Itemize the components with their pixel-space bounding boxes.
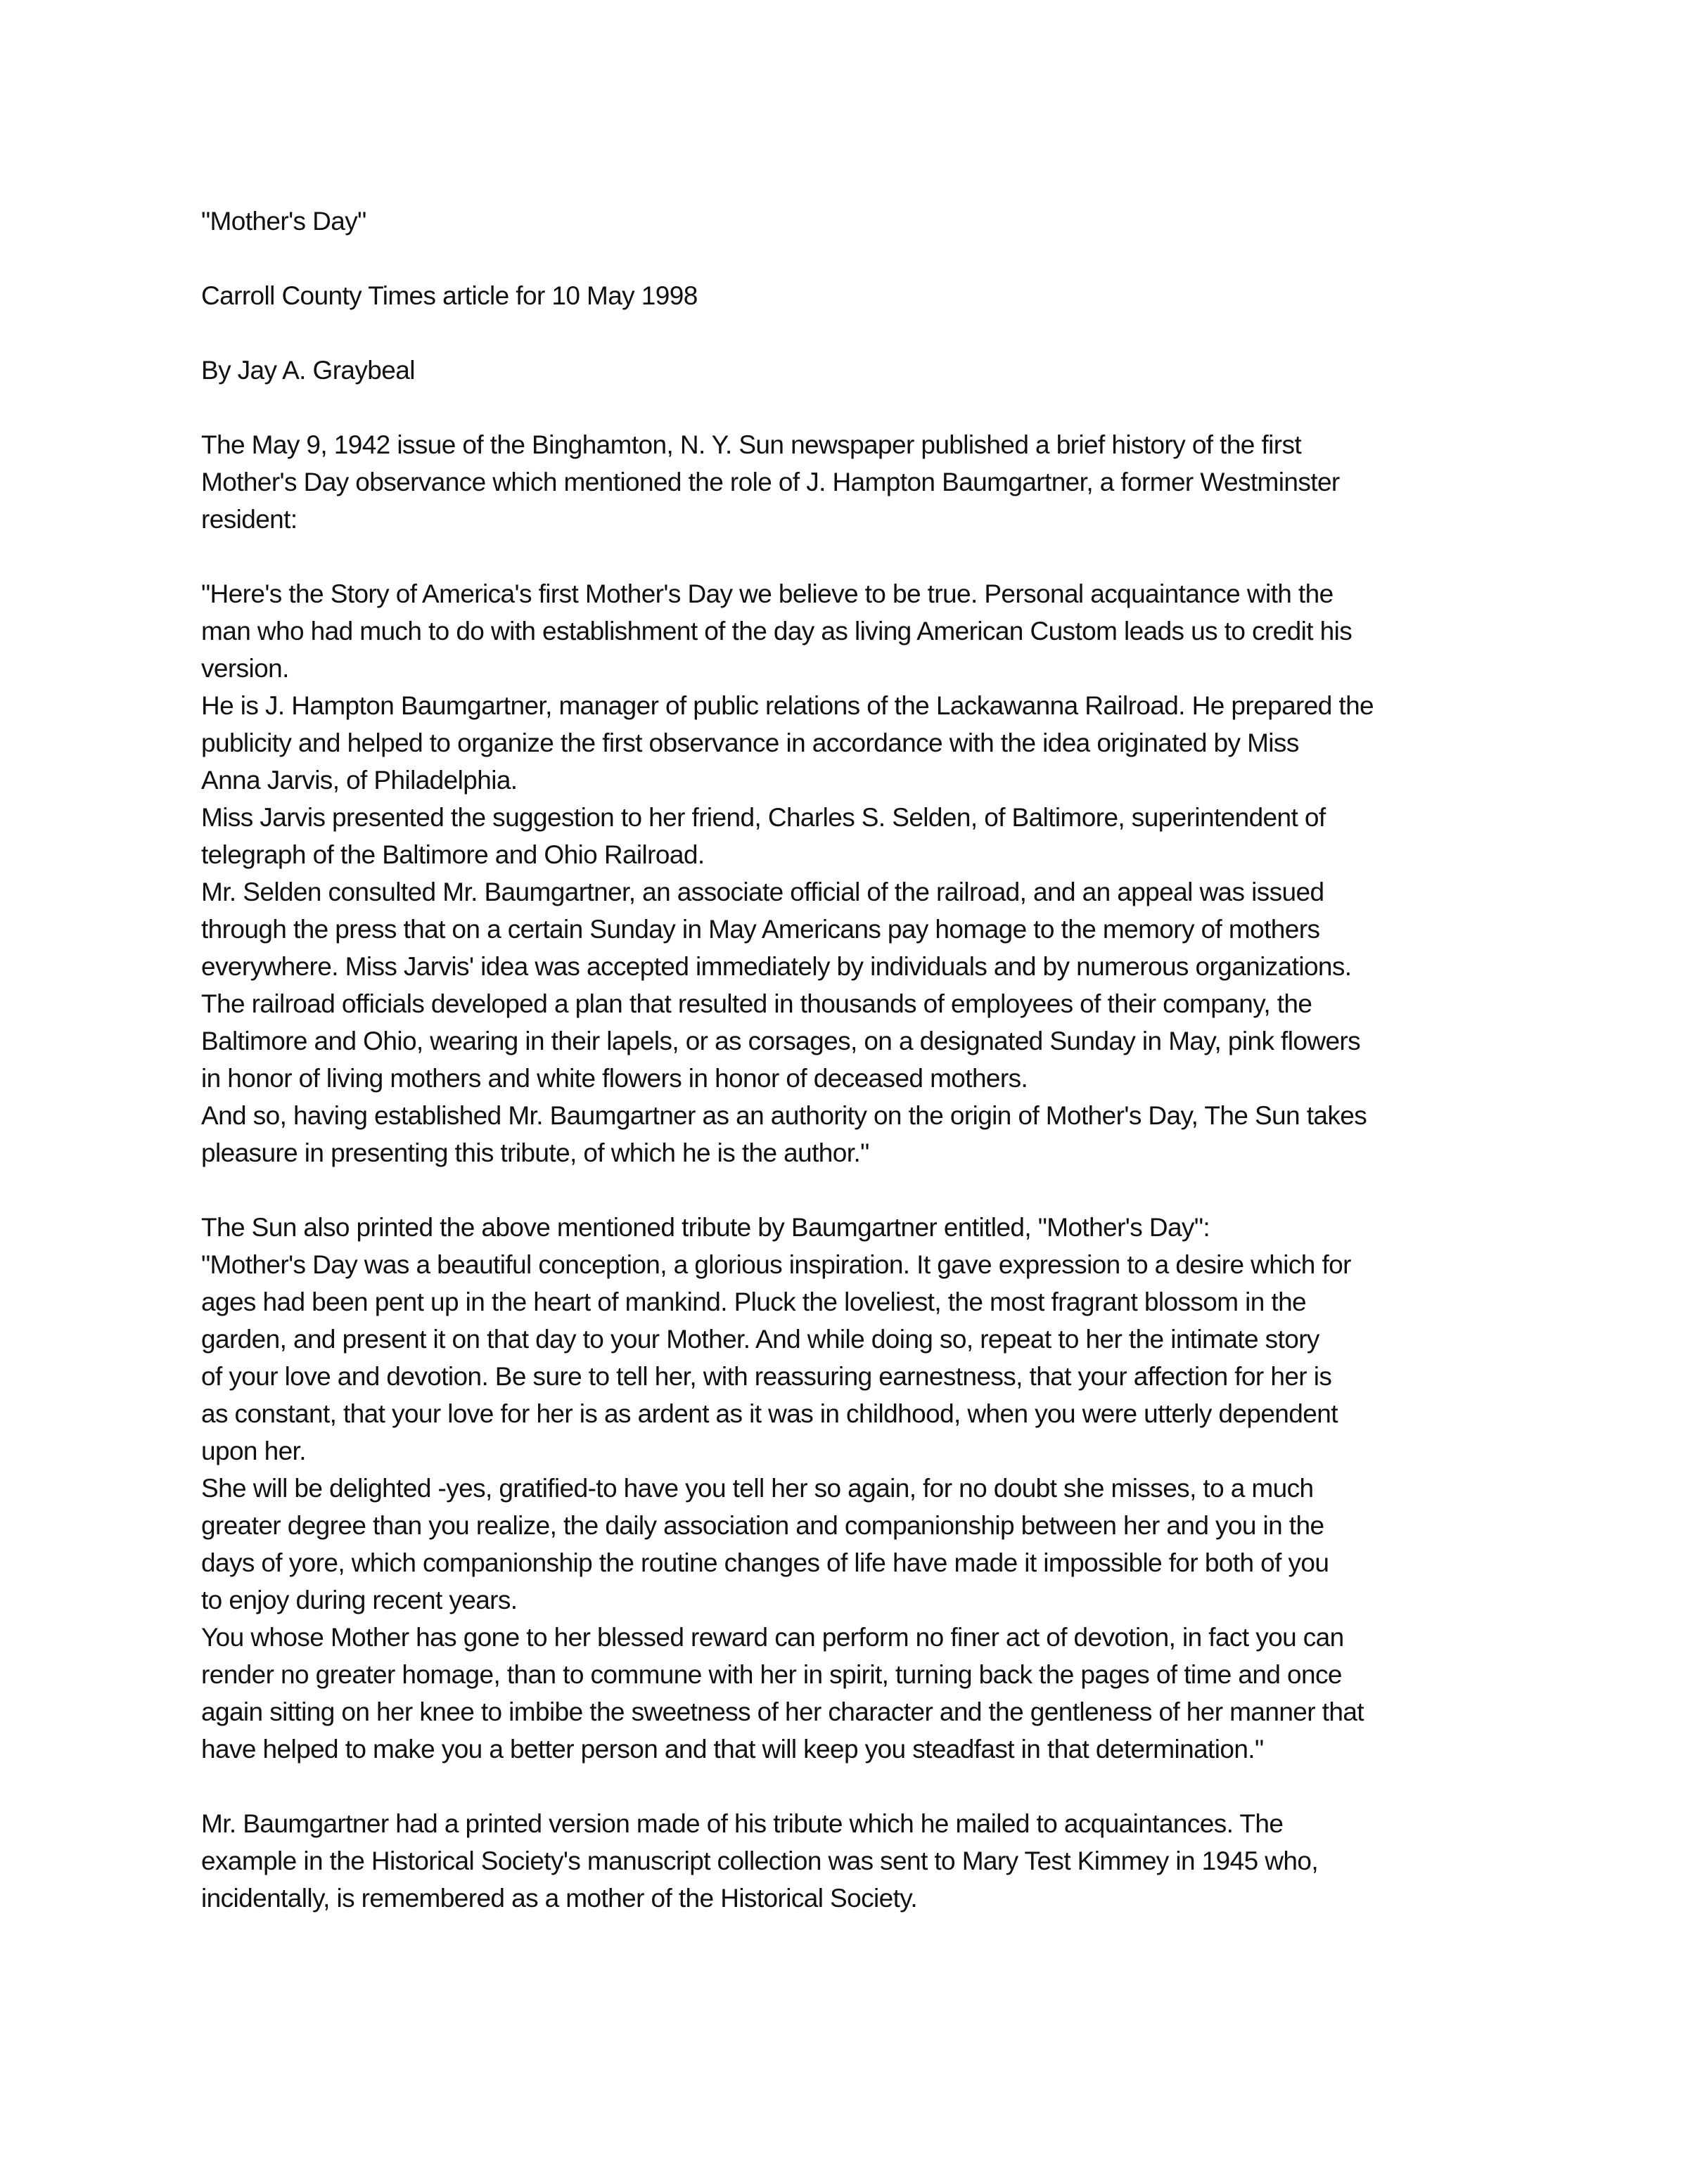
text-line: Mr. Selden consulted Mr. Baumgartner, an associate official of the railroad, and an appeal was issued (201, 878, 1324, 906)
text-line: render no greater homage, than to commune with her in spirit, turning back the pages of time and once (201, 1660, 1342, 1689)
text-line: The May 9, 1942 issue of the Binghamton, N. Y. Sun newspaper published a brief history of the first (201, 430, 1302, 459)
text-line: "Here's the Story of America's first Mother's Day we believe to be true. Personal acquaintance with the (201, 579, 1334, 608)
text-line: She will be delighted -yes, gratified-to have you tell her so again, for no doubt she misses, to a much (201, 1474, 1314, 1503)
text-line: resident: (201, 505, 298, 534)
text-line: through the press that on a certain Sunday in May Americans pay homage to the memory of mothers (201, 915, 1320, 944)
text-line: garden, and present it on that day to your Mother. And while doing so, repeat to her the intimate story (201, 1325, 1319, 1354)
quoted-history (201, 575, 1537, 1171)
text-line: man who had much to do with establishment of the day as living American Custom leads us to credit his (201, 617, 1353, 645)
text-line: everywhere. Miss Jarvis' idea was accepted immediately by individuals and by numerous organizations. (201, 952, 1352, 981)
text-line: incidentally, is remembered as a mother of the Historical Society. (201, 1884, 918, 1913)
text-line: The Sun also printed the above mentioned tribute by Baumgartner entitled, "Mother's Day": (201, 1213, 1210, 1242)
byline (201, 352, 1537, 389)
text-line: By Jay A. Graybeal (201, 356, 415, 385)
text-line: ages had been pent up in the heart of mankind. Pluck the loveliest, the most fragrant blossom in the (201, 1287, 1307, 1316)
closing-paragraph (201, 1805, 1537, 1917)
text-line: Miss Jarvis presented the suggestion to her friend, Charles S. Selden, of Baltimore, superintendent of (201, 803, 1326, 832)
text-line: example in the Historical Society's manuscript collection was sent to Mary Test Kimmey in 1945 who, (201, 1846, 1319, 1875)
text-line: Carroll County Times article for 10 May 1998 (201, 281, 698, 310)
intro-paragraph (201, 426, 1537, 538)
text-line: You whose Mother has gone to her blessed reward can perform no finer act of devotion, in fact you can (201, 1623, 1344, 1652)
text-line: "Mother's Day" (201, 207, 366, 236)
text-line: have helped to make you a better person and that will keep you steadfast in that determination." (201, 1735, 1264, 1764)
text-line: "Mother's Day was a beautiful conception, a glorious inspiration. It gave expression to a desire which for (201, 1250, 1351, 1279)
text-line: Anna Jarvis, of Philadelphia. (201, 766, 518, 795)
title (201, 203, 1537, 240)
publication-line (201, 277, 1537, 314)
text-line: He is J. Hampton Baumgartner, manager of public relations of the Lackawanna Railroad. He prepared the (201, 691, 1374, 720)
text-line: in honor of living mothers and white flowers in honor of deceased mothers. (201, 1064, 1028, 1093)
text-line: version. (201, 654, 289, 683)
document-body (201, 203, 1537, 1954)
text-line: of your love and devotion. Be sure to tell her, with reassuring earnestness, that your affection for her is (201, 1362, 1332, 1391)
text-line: as constant, that your love for her is as ardent as it was in childhood, when you were utterly dependent (201, 1399, 1338, 1428)
text-line: telegraph of the Baltimore and Ohio Railroad. (201, 840, 705, 869)
text-line: upon her. (201, 1437, 306, 1465)
text-line: Mother's Day observance which mentioned the role of J. Hampton Baumgartner, a former Westminster (201, 468, 1340, 496)
text-line: greater degree than you realize, the daily association and companionship between her and you in the (201, 1511, 1324, 1540)
tribute-text (201, 1209, 1537, 1768)
text-line: days of yore, which companionship the routine changes of life have made it impossible for both of you (201, 1548, 1329, 1577)
text-line: And so, having established Mr. Baumgartner as an authority on the origin of Mother's Day, The Sun takes (201, 1101, 1367, 1130)
text-line: publicity and helped to organize the first observance in accordance with the idea originated by Miss (201, 728, 1299, 757)
text-line: The railroad officials developed a plan that resulted in thousands of employees of their company, the (201, 989, 1312, 1018)
text-line: Mr. Baumgartner had a printed version made of his tribute which he mailed to acquaintances. The (201, 1809, 1284, 1838)
text-line: to enjoy during recent years. (201, 1586, 518, 1614)
text-line: again sitting on her knee to imbibe the sweetness of her character and the gentleness of her manner that (201, 1697, 1364, 1726)
text-line: Baltimore and Ohio, wearing in their lapels, or as corsages, on a designated Sunday in May, pink flowers (201, 1027, 1361, 1055)
text-line: pleasure in presenting this tribute, of which he is the author." (201, 1138, 869, 1167)
